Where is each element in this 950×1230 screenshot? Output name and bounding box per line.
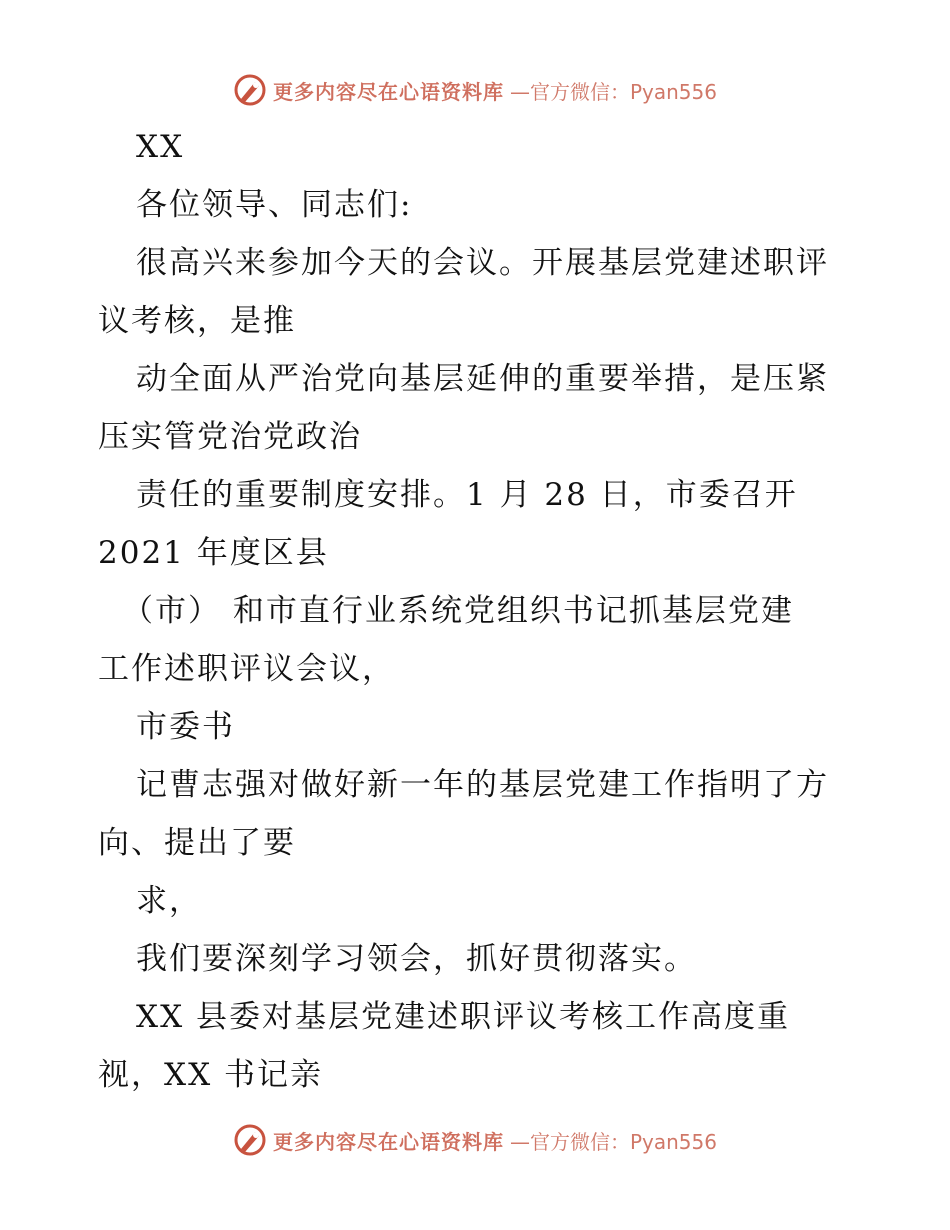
header-watermark (0, 70, 950, 110)
watermark-main-text: 更多内容尽在心语资料库 (272, 79, 504, 104)
text-line: XX 县委对基层党建述职评议考核工作高度重 (136, 999, 790, 1035)
text-line: 市委书 (136, 709, 235, 745)
text-line: 动全面从严治党向基层延伸的重要举措，是压紧 (136, 361, 829, 397)
text-line: 记曹志强对做好新一年的基层党建工作指明了方 (136, 767, 829, 803)
watermark-sub-text: —官方微信：Pyan556 (509, 1129, 717, 1154)
watermark-main-text: 更多内容尽在心语资料库 (272, 1129, 504, 1154)
text-line: 我们要深刻学习领会，抓好贯彻落实。 (136, 941, 697, 977)
text-line: 压实管党治党政治 (98, 419, 362, 455)
text-line: XX (136, 129, 185, 165)
footer-watermark (0, 1120, 950, 1160)
text-line: 向、提出了要 (98, 825, 296, 861)
document-body (98, 118, 858, 1104)
text-line: 工作述职评议会议， (98, 651, 395, 687)
text-line: 视，XX 书记亲 (98, 1057, 323, 1093)
text-line: 责任的重要制度安排。1 月 28 日，市委召开 (136, 477, 798, 513)
watermark-sub-text: —官方微信：Pyan556 (509, 79, 717, 104)
text-line: 议考核，是推 (98, 303, 296, 339)
text-line: 很高兴来参加今天的会议。开展基层党建述职评 (136, 245, 829, 281)
text-line: 2021 年度区县 (98, 535, 329, 571)
text-line: （市） 和市直行业系统党组织书记抓基层党建 (122, 593, 794, 629)
pen-logo-icon (233, 73, 267, 107)
text-line: 各位领导、同志们: (136, 187, 413, 223)
text-line: 求， (136, 883, 202, 919)
pen-logo-icon (233, 1123, 267, 1157)
